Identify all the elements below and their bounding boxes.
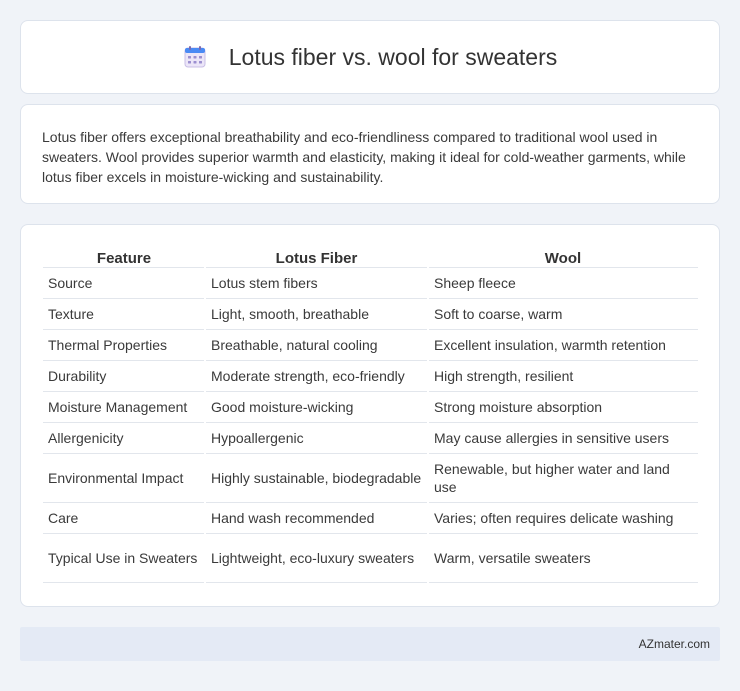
intro-card [20, 104, 720, 204]
title-card [20, 20, 720, 94]
lotus-cell: Good moisture-wicking [205, 391, 428, 422]
wool-cell: Strong moisture absorption [428, 391, 698, 422]
lotus-cell: Light, smooth, breathable [205, 298, 428, 329]
header-wool: Wool [428, 245, 698, 267]
comparison-table [43, 245, 698, 583]
table-row [43, 502, 698, 533]
table-row [43, 267, 698, 298]
wool-cell: Excellent insulation, warmth retention [428, 329, 698, 360]
wool-cell: Warm, versatile sweaters [428, 533, 698, 582]
lotus-cell: Highly sustainable, biodegradable [205, 453, 428, 502]
feature-cell: Durability [43, 360, 205, 391]
feature-cell: Care [43, 502, 205, 533]
feature-cell: Environmental Impact [43, 453, 205, 502]
feature-cell: Texture [43, 298, 205, 329]
wool-cell: Sheep fleece [428, 267, 698, 298]
lotus-cell: Lotus stem fibers [205, 267, 428, 298]
lotus-cell: Hand wash recommended [205, 502, 428, 533]
table-row [43, 391, 698, 422]
table-row [43, 453, 698, 502]
feature-cell: Thermal Properties [43, 329, 205, 360]
table-header-row [43, 245, 698, 267]
header-lotus-fiber: Lotus Fiber [205, 245, 428, 267]
wool-cell: High strength, resilient [428, 360, 698, 391]
calendar-icon [183, 45, 207, 69]
table-row [43, 360, 698, 391]
wool-cell: Soft to coarse, warm [428, 298, 698, 329]
feature-cell: Typical Use in Sweaters [43, 533, 205, 582]
footer [20, 627, 720, 661]
wool-cell: May cause allergies in sensitive users [428, 422, 698, 453]
intro-text: Lotus fiber offers exceptional breathability and eco-friendliness compared to traditional wool used in sweaters. Wool provides superior warmth and elasticity, making it ideal for cold-weather garments, while lotus fiber excels in moisture-wicking and sustainability. [42, 129, 686, 185]
lotus-cell: Moderate strength, eco-friendly [205, 360, 428, 391]
table-row [43, 329, 698, 360]
feature-cell: Moisture Management [43, 391, 205, 422]
feature-cell: Allergenicity [43, 422, 205, 453]
feature-cell: Source [43, 267, 205, 298]
table-row [43, 533, 698, 582]
comparison-table-card [20, 224, 720, 607]
table-row [43, 422, 698, 453]
header-feature: Feature [43, 245, 205, 267]
page-title: Lotus fiber vs. wool for sweaters [228, 43, 558, 70]
footer-brand[interactable]: AZmater.com [638, 637, 710, 651]
table-row [43, 298, 698, 329]
lotus-cell: Lightweight, eco-luxury sweaters [205, 533, 428, 582]
wool-cell: Renewable, but higher water and land use [428, 453, 698, 502]
lotus-cell: Breathable, natural cooling [205, 329, 428, 360]
wool-cell: Varies; often requires delicate washing [428, 502, 698, 533]
lotus-cell: Hypoallergenic [205, 422, 428, 453]
